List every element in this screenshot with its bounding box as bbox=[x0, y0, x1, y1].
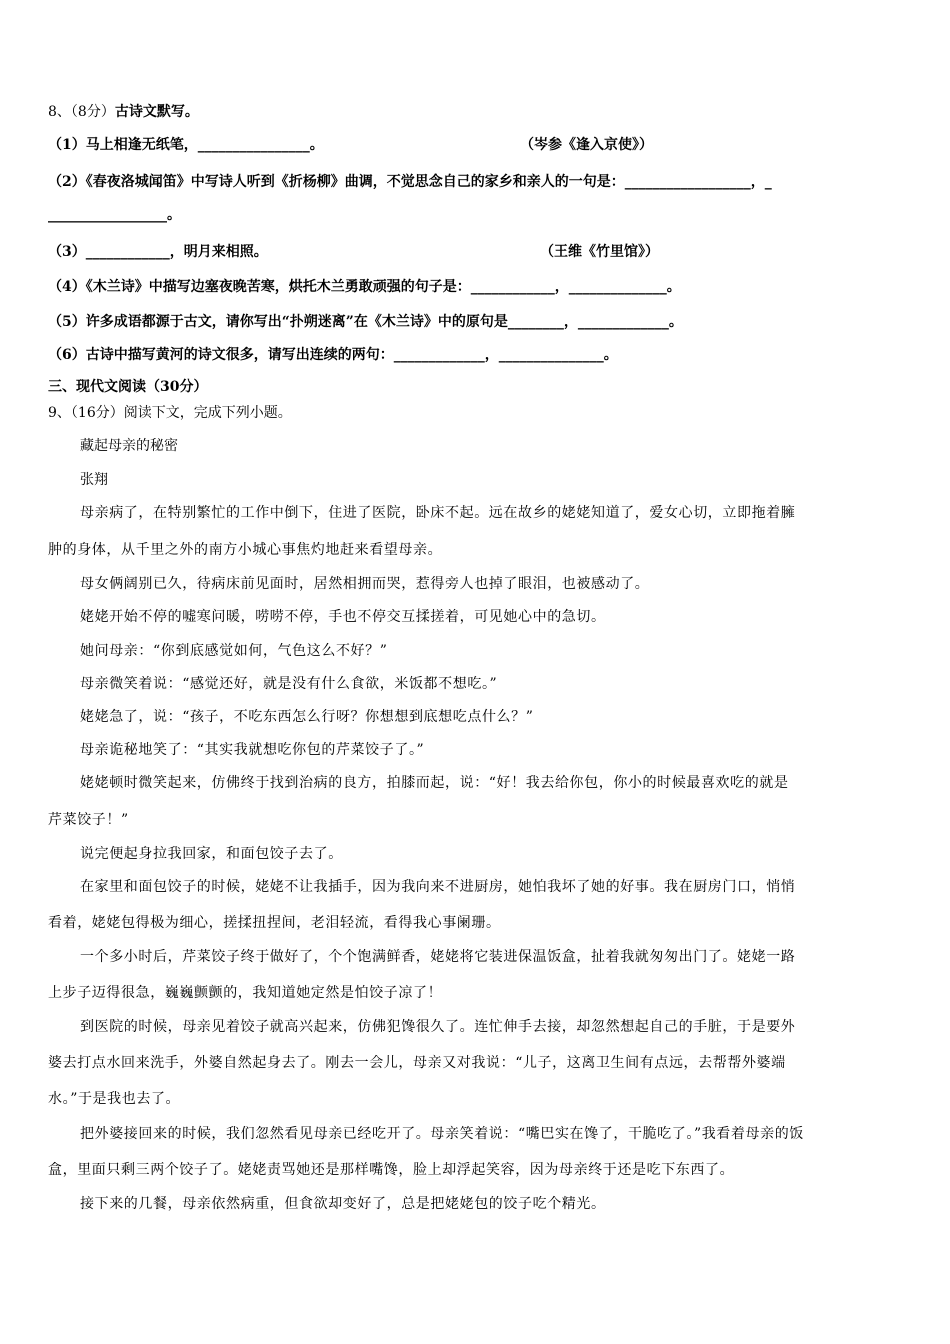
article-paragraph-line: 姥姥开始不停的嘘寒问暖，唠唠不停，手也不停交互揉搓着，可见她心中的急切。 bbox=[80, 609, 606, 625]
article-paragraph-line: 盒，里面只剩三两个饺子了。姥姥责骂她还是那样嘴馋，脸上却浮起笑容，因为母亲终于还是吃下东西了。 bbox=[48, 1162, 735, 1178]
article-paragraph-line: 母亲微笑着说：“感觉还好，就是没有什么食欲，米饭都不想吃。” bbox=[80, 676, 498, 692]
q8-title: 古诗文默写。 bbox=[114, 104, 199, 120]
article-paragraph-line: 说完便起身拉我回家，和面包饺子去了。 bbox=[80, 846, 343, 862]
article-paragraph-line: 她问母亲：“你到底感觉如何，气色这么不好？” bbox=[80, 643, 388, 659]
q8-item-4: （4）《木兰诗》中描写边塞夜晚苦寒，烘托木兰勇敢顽强的句子是：____________，______________。 bbox=[48, 279, 681, 295]
article-paragraph-line: 母亲诡秘地笑了：“其实我就想吃你包的芹菜饺子了。” bbox=[80, 742, 425, 758]
q8-item-1: （1）马上相逢无纸笔，________________。 bbox=[48, 137, 324, 153]
q8-item-1-source: （岑参《逢入京使》） bbox=[520, 137, 653, 153]
article-paragraph-line: 在家里和面包饺子的时候，姥姥不让我插手，因为我向来不进厨房，她怕我坏了她的好事。我在厨房门口，悄悄 bbox=[80, 879, 796, 895]
article-paragraph-line: 母亲病了，在特别繁忙的工作中倒下，住进了医院，卧床不起。远在故乡的姥姥知道了，爱女心切，立即拖着臃 bbox=[80, 505, 796, 521]
article-paragraph-line: 看着，姥姥包得极为细心，搓揉扭捏间，老泪轻流，看得我心事阑珊。 bbox=[48, 915, 501, 931]
article-paragraph-line: 接下来的几餐，母亲依然病重，但食欲却变好了，总是把姥姥包的饺子吃个精光。 bbox=[80, 1196, 606, 1212]
q8-item-6: （6）古诗中描写黄河的诗文很多，请写出连续的两句：_____________，_______________。 bbox=[48, 347, 618, 363]
article-paragraph-line: 姥姥急了，说：“孩子，不吃东西怎么行呀？你想想到底想吃点什么？” bbox=[80, 709, 534, 725]
q8-item-2-line-2: _________________。 bbox=[48, 207, 181, 223]
q8-header bbox=[48, 102, 908, 122]
article-paragraph-line: 把外婆接回来的时候，我们忽然看见母亲已经吃开了。母亲笑着说：“嘴巴实在馋了，干脆吃了。”我看着母亲的饭 bbox=[80, 1126, 804, 1142]
q8-item-2-line-1: （2）《春夜洛城闻笛》中写诗人听到《折杨柳》曲调，不觉思念自己的家乡和亲人的一句是：__________________，_ bbox=[48, 174, 772, 190]
article-author: 张翔 bbox=[80, 472, 108, 488]
article-paragraph-line: 一个多小时后，芹菜饺子终于做好了，个个饱满鲜香，姥姥将它装进保温饭盒，扯着我就匆匆出门了。姥姥一路 bbox=[80, 949, 796, 965]
article-paragraph-line: 水。”于是我也去了。 bbox=[48, 1091, 181, 1107]
q9-header: 9、（16分）阅读下文，完成下列小题。 bbox=[48, 405, 292, 421]
q8-item-3-source: （王维《竹里馆》） bbox=[540, 244, 659, 260]
q8-number: 8、（8分） bbox=[48, 104, 115, 120]
article-title: 藏起母亲的秘密 bbox=[80, 438, 178, 454]
article-paragraph-line: 肿的身体，从千里之外的南方小城心事焦灼地赶来看望母亲。 bbox=[48, 542, 443, 558]
q8-item-5: （5）许多成语都源于古文，请你写出“扑朔迷离”在《木兰诗》中的原句是________，_____________。 bbox=[48, 314, 683, 330]
article-paragraph-line: 姥姥顿时微笑起来，仿佛终于找到治病的良方，拍膝而起，说：“好！我去给你包，你小的时候最喜欢吃的就是 bbox=[80, 775, 789, 791]
article-paragraph-line: 母女俩阔别已久，待病床前见面时，居然相拥而哭，惹得旁人也掉了眼泪，也被感动了。 bbox=[80, 576, 650, 592]
article-paragraph-line: 婆去打点水回来洗手，外婆自然起身去了。刚去一会儿，母亲又对我说：“儿子，这离卫生间有点远，去帮帮外婆端 bbox=[48, 1055, 786, 1071]
article-paragraph-line: 到医院的时候，母亲见着饺子就高兴起来，仿佛犯馋很久了。连忙伸手去接，却忽然想起自己的手脏，于是要外 bbox=[80, 1019, 796, 1035]
section-3-title: 三、现代文阅读（30分） bbox=[48, 379, 208, 395]
article-paragraph-line: 上步子迈得很急，巍巍颤颤的，我知道她定然是怕饺子凉了！ bbox=[48, 985, 443, 1001]
article-paragraph-line: 芹菜饺子！” bbox=[48, 812, 129, 828]
q8-item-3: （3）____________，明月来相照。 bbox=[48, 244, 268, 260]
